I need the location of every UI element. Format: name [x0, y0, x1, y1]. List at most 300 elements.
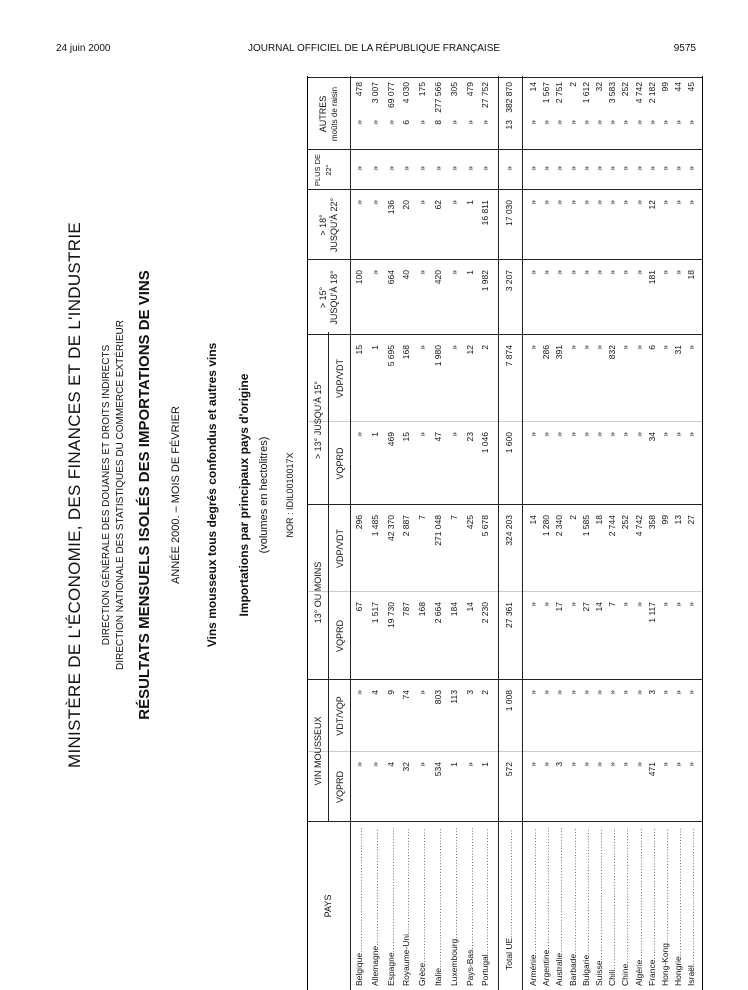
row-country: Portugal .....	[480, 828, 490, 986]
row-value: »	[633, 602, 644, 607]
row-value: »	[686, 345, 697, 350]
row-value: 32	[401, 762, 412, 772]
row-value: 7 874	[504, 345, 514, 367]
col-sub-vdpvdt-2: VDP/VDT	[335, 359, 345, 399]
row-value: »	[580, 690, 591, 695]
row-value: »	[528, 120, 538, 125]
row-value: »	[567, 432, 578, 437]
row-value: »	[594, 200, 604, 205]
row-value: 168	[401, 345, 412, 360]
row-country: Chili .....	[607, 828, 617, 986]
row-value: 1 982	[480, 270, 491, 292]
row-value: »	[673, 270, 684, 275]
row-value: »	[369, 120, 380, 125]
row-value: 478	[354, 82, 364, 97]
row-value: »	[448, 120, 459, 125]
row-value: »	[594, 762, 604, 767]
row-value: »	[633, 166, 644, 171]
row-value: »	[633, 120, 644, 125]
row-value: »	[541, 690, 552, 695]
row-value: »	[354, 762, 364, 767]
row-country: Barbade .....	[568, 828, 578, 986]
row-value: 2	[567, 82, 578, 87]
row-value: »	[686, 690, 697, 695]
row-value: »	[607, 166, 618, 171]
row-value: »	[594, 345, 604, 350]
row-value: 4 742	[633, 515, 644, 537]
row-value: »	[554, 166, 565, 171]
row-value: »	[673, 432, 684, 437]
row-value: 1	[369, 432, 380, 437]
row-value: »	[660, 270, 670, 275]
row-value: »	[401, 166, 412, 171]
row-value: 99	[660, 515, 670, 525]
row-value: »	[448, 345, 459, 350]
row-value: »	[567, 270, 578, 275]
row-value: 17	[554, 602, 565, 612]
row-value: »	[594, 432, 604, 437]
row-country: Total UE .....	[504, 830, 514, 970]
row-value: 803	[433, 690, 443, 705]
row-value: »	[580, 120, 591, 125]
row-value: 2	[480, 345, 491, 350]
row-value: 47	[433, 432, 443, 442]
row-value: 40	[401, 270, 412, 280]
row-value: 1 485	[369, 515, 380, 537]
row-value: 69 077	[385, 82, 396, 108]
row-value: 277 566	[433, 82, 443, 113]
row-value: 13	[673, 515, 684, 525]
row-value: 42 370	[385, 515, 396, 541]
row-value: »	[567, 200, 578, 205]
col-header-autres-line1: AUTRES	[318, 95, 328, 133]
row-value: »	[660, 200, 670, 205]
row-value: 1 980	[433, 345, 443, 367]
header-page-number: 9575	[673, 43, 696, 54]
row-value: 1 046	[480, 432, 491, 454]
row-country: Grèce .....	[417, 828, 427, 986]
row-value: 27 752	[480, 82, 491, 108]
col-header-22-line1: > 18°	[318, 214, 328, 236]
row-value: »	[660, 120, 670, 125]
row-value: 3 583	[607, 82, 618, 104]
row-value: 1	[448, 762, 459, 767]
row-value: »	[580, 200, 591, 205]
row-value: »	[660, 762, 670, 767]
row-value: 8	[433, 120, 443, 125]
row-value: »	[417, 762, 428, 767]
row-value: 1	[464, 270, 475, 275]
row-value: 184	[448, 602, 459, 617]
row-value: 15	[401, 432, 412, 442]
row-value: 67	[354, 602, 364, 612]
row-value: 4	[369, 690, 380, 695]
row-value: »	[673, 166, 684, 171]
col-sub-vdpvdt-1: VDP/VDT	[335, 529, 345, 569]
row-value: 2 340	[554, 515, 565, 537]
row-value: »	[480, 166, 491, 171]
row-value: 19 730	[385, 602, 396, 628]
row-value: »	[554, 690, 565, 695]
row-value: 4 030	[401, 82, 412, 104]
row-value: 3	[464, 690, 475, 695]
row-value: 45	[686, 82, 697, 92]
row-value: 27 361	[504, 602, 514, 628]
row-value: »	[580, 270, 591, 275]
row-value: »	[607, 432, 618, 437]
row-value: »	[620, 690, 631, 695]
row-value: »	[385, 166, 396, 171]
row-country: Arménie .....	[528, 828, 538, 986]
row-value: 15	[354, 345, 364, 355]
row-value: »	[554, 432, 565, 437]
row-value: »	[620, 602, 631, 607]
row-value: 787	[401, 602, 412, 617]
row-value: »	[607, 200, 618, 205]
row-value: »	[417, 432, 428, 437]
row-value: 1 280	[541, 515, 552, 537]
row-value: »	[448, 166, 459, 171]
row-value: »	[660, 166, 670, 171]
row-value: 17 030	[504, 200, 514, 226]
row-value: »	[417, 166, 428, 171]
imports-table	[307, 76, 703, 990]
row-value: »	[480, 120, 491, 125]
row-value: »	[620, 120, 631, 125]
row-value: 358	[646, 515, 657, 530]
row-value: »	[567, 690, 578, 695]
row-country: Belgique .....	[354, 828, 364, 986]
row-value: 27	[580, 602, 591, 612]
row-value: »	[541, 200, 552, 205]
row-value: 13	[504, 120, 514, 130]
row-value: »	[620, 200, 631, 205]
row-value: 31	[673, 345, 684, 355]
row-value: 16 811	[480, 200, 491, 226]
row-value: 20	[401, 200, 412, 210]
row-value: 296	[354, 515, 364, 530]
row-value: »	[541, 270, 552, 275]
row-value: »	[620, 270, 631, 275]
row-value: »	[567, 762, 578, 767]
row-value: »	[594, 120, 604, 125]
col-group-13: 13° OU MOINS	[313, 561, 323, 624]
row-country: Royaume-Uni .....	[401, 828, 411, 986]
header-journal-title: JOURNAL OFFICIEL DE LA RÉPUBLIQUE FRANÇAISE	[247, 43, 501, 54]
direction-line-1: DIRECTION GÉNÉRALE DES DOUANES ET DROITS INDIRECTS	[101, 344, 112, 646]
row-value: »	[528, 200, 538, 205]
row-value: 18	[686, 270, 697, 280]
row-value: 2 182	[646, 82, 657, 104]
row-value: »	[594, 690, 604, 695]
row-value: »	[660, 345, 670, 350]
row-value: 1 008	[504, 690, 514, 712]
row-country: Hongrie .....	[673, 828, 683, 986]
row-country: Algérie .....	[634, 828, 644, 986]
row-value: 305	[448, 82, 459, 97]
row-value: 1	[464, 200, 475, 205]
row-value: »	[354, 120, 364, 125]
row-country: Allemagne .....	[370, 828, 380, 986]
row-value: 2	[480, 690, 491, 695]
row-value: »	[541, 166, 552, 171]
col-header-18-line1: > 15°	[318, 286, 328, 309]
row-value: »	[646, 166, 657, 171]
row-value: 4 742	[633, 82, 644, 104]
row-value: 3	[646, 690, 657, 695]
row-value: 469	[385, 432, 396, 447]
row-value: »	[580, 345, 591, 350]
results-title: RÉSULTATS MENSUELS ISOLÉS DES IMPORTATIONS DE VINS	[136, 270, 153, 720]
row-value: 5 695	[385, 345, 396, 367]
row-value: »	[528, 270, 538, 275]
row-value: 420	[433, 270, 443, 285]
row-value: 3 207	[504, 270, 514, 292]
row-value: 181	[646, 270, 657, 285]
row-value: 832	[607, 345, 618, 360]
row-value: »	[686, 602, 697, 607]
row-value: »	[369, 200, 380, 205]
row-country: Italie .....	[433, 828, 443, 986]
row-value: 5 678	[480, 515, 491, 537]
row-value: »	[354, 200, 364, 205]
row-value: 2 744	[607, 515, 618, 537]
row-value: 572	[504, 762, 514, 777]
row-value: »	[633, 690, 644, 695]
row-value: »	[554, 270, 565, 275]
row-value: 7	[417, 515, 428, 520]
row-value: »	[528, 166, 538, 171]
row-value: 7	[448, 515, 459, 520]
row-value: »	[541, 762, 552, 767]
row-value: »	[580, 432, 591, 437]
ministry-title: MINISTÈRE DE L'ÉCONOMIE, DES FINANCES ET DE L'INDUSTRIE	[65, 222, 84, 768]
row-value: 12	[646, 200, 657, 210]
row-value: 6	[401, 120, 412, 125]
row-value: »	[554, 200, 565, 205]
row-value: »	[686, 166, 697, 171]
row-value: 324 203	[504, 515, 514, 546]
row-value: »	[369, 270, 380, 275]
col-sub-vqprd-3: VQPRD	[335, 447, 345, 480]
row-value: 23	[464, 432, 475, 442]
row-value: »	[464, 762, 475, 767]
row-value: 479	[464, 82, 475, 97]
row-value: »	[369, 166, 380, 171]
col-header-pays: PAYS	[323, 894, 333, 918]
row-value: 2	[567, 515, 578, 520]
row-value: 168	[417, 602, 428, 617]
row-value: 1 600	[504, 432, 514, 454]
row-value: 34	[646, 432, 657, 442]
row-value: »	[620, 166, 631, 171]
row-value: 2 664	[433, 602, 443, 624]
row-value: 99	[660, 82, 670, 92]
row-value: »	[464, 120, 475, 125]
row-value: »	[580, 762, 591, 767]
row-value: 252	[620, 515, 631, 530]
row-value: 1	[480, 762, 491, 767]
units-line: (volumes en hectolitres)	[258, 436, 270, 554]
row-value: 100	[354, 270, 364, 285]
row-value: »	[567, 345, 578, 350]
row-value: 2 230	[480, 602, 491, 624]
row-value: 4	[385, 762, 396, 767]
row-value: »	[673, 690, 684, 695]
row-value: »	[354, 166, 364, 171]
row-value: 27	[686, 515, 697, 525]
row-country: Hong-Kong .....	[660, 828, 670, 986]
row-value: »	[633, 432, 644, 437]
row-value: »	[567, 602, 578, 607]
row-value: 271 048	[433, 515, 443, 546]
row-value: 3 007	[369, 82, 380, 104]
row-value: »	[448, 432, 459, 437]
row-value: »	[433, 166, 443, 171]
row-value: »	[673, 762, 684, 767]
row-value: 12	[464, 345, 475, 355]
row-value: »	[528, 432, 538, 437]
row-value: »	[646, 120, 657, 125]
row-value: »	[541, 602, 552, 607]
row-value: »	[660, 690, 670, 695]
row-value: 1 567	[541, 82, 552, 104]
row-value: »	[686, 200, 697, 205]
row-value: 425	[464, 515, 475, 530]
row-country: Suisse .....	[594, 828, 604, 986]
direction-line-2: DIRECTION NATIONALE DES STATISTIQUES DU COMMERCE EXTÉRIEUR	[115, 319, 126, 671]
row-value: »	[417, 120, 428, 125]
col-sub-vqprd-1: VQPRD	[335, 771, 345, 804]
row-value: »	[354, 432, 364, 437]
row-value: »	[580, 166, 591, 171]
row-value: 3	[554, 762, 565, 767]
row-value: »	[633, 345, 644, 350]
row-value: 175	[417, 82, 428, 97]
col-group-mousseux: VIN MOUSSEUX	[313, 716, 323, 786]
row-value: »	[541, 432, 552, 437]
row-value: »	[417, 200, 428, 205]
row-value: 1	[369, 345, 380, 350]
row-value: 74	[401, 690, 412, 700]
table-title: Importations par principaux pays d'origine	[237, 373, 251, 617]
row-value: »	[686, 762, 697, 767]
row-value: 136	[385, 200, 396, 215]
row-value: 471	[646, 762, 657, 777]
row-value: »	[464, 166, 475, 171]
row-value: »	[673, 602, 684, 607]
row-value: »	[686, 120, 697, 125]
row-value: 2 887	[401, 515, 412, 537]
row-value: 286	[541, 345, 552, 360]
row-value: »	[686, 432, 697, 437]
row-value: »	[633, 200, 644, 205]
subject-line: Vins mousseux tous degrés confondus et autres vins	[205, 342, 219, 648]
row-value: 32	[594, 82, 604, 92]
period-line: ANNÉE 2000. – MOIS DE FÉVRIER	[170, 406, 182, 584]
row-value: »	[448, 200, 459, 205]
row-value: 534	[433, 762, 443, 777]
col-group-15: > 13° JUSQU'À 15°	[313, 380, 323, 460]
row-value: »	[673, 120, 684, 125]
row-value: »	[528, 602, 538, 607]
row-value: 7	[607, 602, 618, 607]
row-value: »	[607, 120, 618, 125]
row-value: 14	[528, 82, 538, 92]
row-value: »	[633, 762, 644, 767]
row-country: Bulgarie .....	[581, 828, 591, 986]
row-value: »	[567, 166, 578, 171]
row-value: »	[633, 270, 644, 275]
row-value: 1 585	[580, 515, 591, 537]
row-value: »	[417, 345, 428, 350]
col-sub-vdtvqp: VDT/VQP	[335, 696, 345, 736]
row-value: 2 751	[554, 82, 565, 104]
row-value: 391	[554, 345, 565, 360]
col-header-plus22: PLUS DE 22°	[313, 153, 333, 187]
row-value: »	[673, 200, 684, 205]
row-country: France .....	[647, 828, 657, 986]
row-value: 14	[594, 602, 604, 612]
row-value: »	[567, 120, 578, 125]
header-date: 24 juin 2000	[56, 43, 111, 54]
row-value: »	[541, 120, 552, 125]
row-value: »	[660, 602, 670, 607]
col-header-autres-line2: moûts de raisin	[330, 86, 339, 142]
row-value: 382 870	[504, 82, 514, 113]
row-value: »	[620, 345, 631, 350]
nor-reference: NOR : IDIL0010017X	[285, 452, 295, 538]
row-value: 6	[646, 345, 657, 350]
row-value: »	[620, 432, 631, 437]
row-country: Luxembourg .....	[449, 828, 459, 986]
row-value: »	[448, 270, 459, 275]
row-value: 44	[673, 82, 684, 92]
row-value: »	[607, 690, 618, 695]
row-value: »	[660, 432, 670, 437]
col-header-18-line2: JUSQU'À 18°	[329, 270, 339, 325]
row-value: »	[354, 690, 364, 695]
row-country: Espagne .....	[386, 828, 396, 986]
row-value: 14	[464, 602, 475, 612]
row-value: 1 117	[646, 602, 657, 623]
row-value: 18	[594, 515, 604, 525]
row-country: Argentine .....	[541, 828, 551, 986]
row-value: »	[369, 762, 380, 767]
row-country: Pays-Bas .....	[465, 828, 475, 986]
row-value: 1 612	[580, 82, 591, 104]
row-value: 113	[448, 690, 459, 704]
row-value: 9	[385, 690, 396, 695]
row-country: Israël .....	[686, 828, 696, 986]
row-value: 1 517	[369, 602, 380, 624]
row-value: »	[417, 270, 428, 275]
row-value: 252	[620, 82, 631, 97]
row-value: »	[607, 762, 618, 767]
row-country: Australie .....	[554, 828, 564, 986]
col-sub-vqprd-2: VQPRD	[335, 620, 345, 653]
row-value: »	[504, 166, 514, 171]
row-value: »	[554, 120, 565, 125]
row-value: 62	[433, 200, 443, 210]
row-value: »	[528, 762, 538, 767]
row-value: 14	[528, 515, 538, 525]
row-value: »	[607, 270, 618, 275]
row-value: »	[417, 690, 428, 695]
row-value: 664	[385, 270, 396, 285]
row-value: »	[594, 166, 604, 171]
row-value: »	[620, 762, 631, 767]
